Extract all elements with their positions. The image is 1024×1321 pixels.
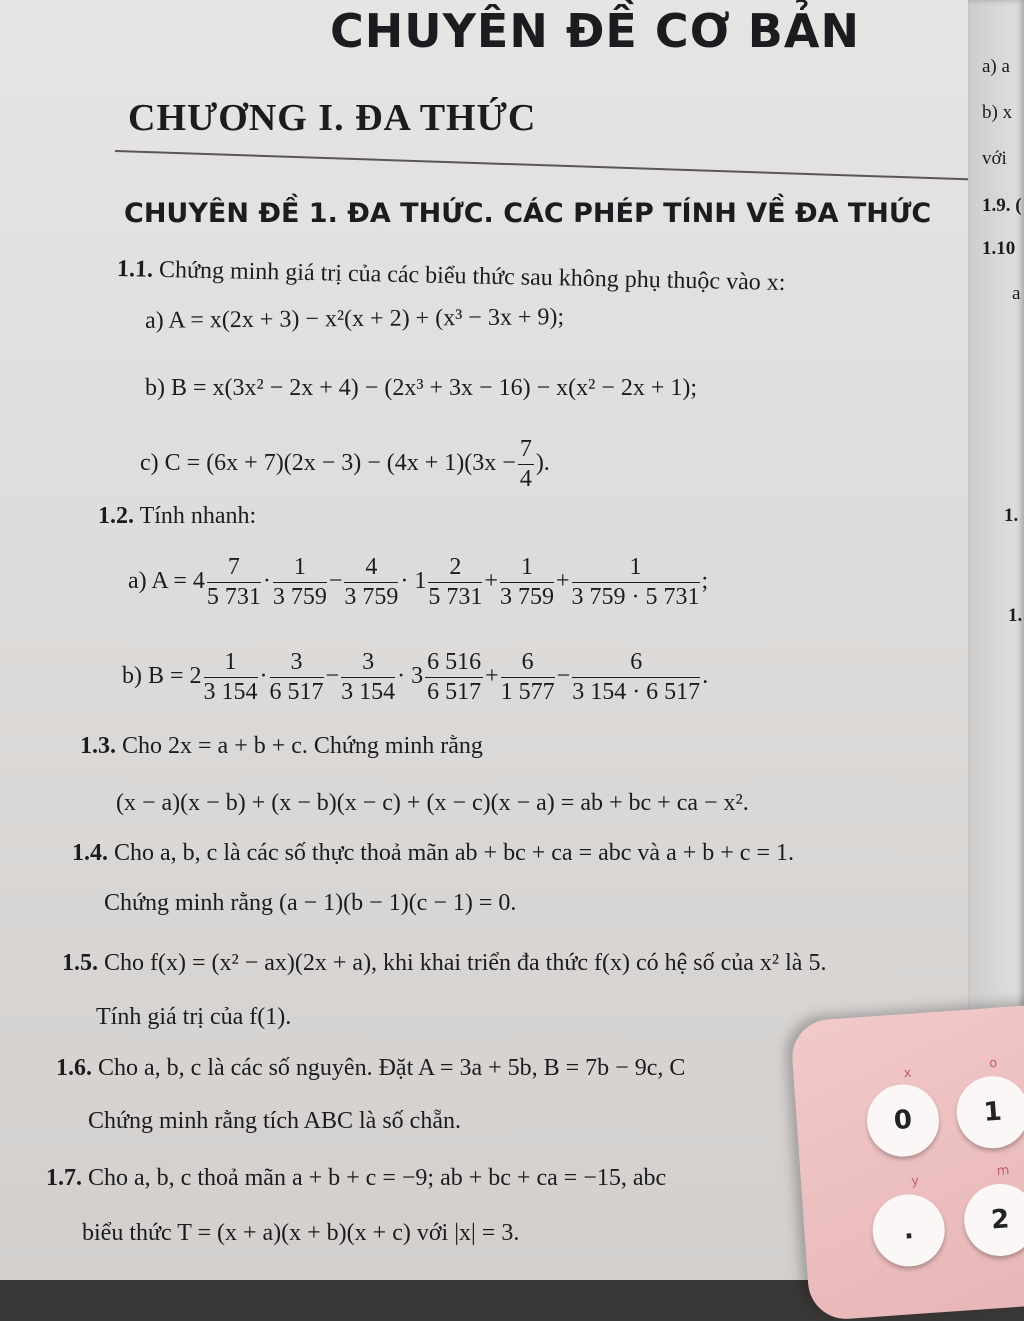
key-label: x [903,1065,912,1082]
problem-1-7 [46,1165,666,1192]
numerator: 6 [572,648,700,678]
denominator: 4 [519,465,532,492]
denominator: 3 154 [341,678,396,705]
denominator: 3 759 [344,583,399,610]
fraction [518,435,534,494]
problem-number: 1.7. [46,1165,82,1191]
expr-text: b) B = 2 [122,662,202,689]
problem-1-4 [72,840,794,867]
numerator: 4 [344,553,398,583]
problem-1-1-b: b) B = x(3x² − 2x + 4) − (2x³ + 3x − 16) − x(x² − 2x + 1); [145,375,698,401]
denominator: 1 577 [500,678,555,705]
denominator: 3 759 [499,583,554,610]
numerator: 1 [204,648,258,678]
topic-title: CHUYÊN ĐỀ 1. ĐA THỨC. CÁC PHÉP TÍNH VỀ ĐA THỨC [124,198,932,229]
problem-1-7-line2: biểu thức T = (x + a)(x + b)(x + c) với |x| = 3. [82,1220,520,1246]
fraction [207,553,261,612]
key-1[interactable]: 1 [954,1074,1024,1151]
problem-1-2-b: b) B = 2 $\frac{1}{3 154}$ · $\frac{3}{6 517}$ − $\frac{3}{3 154}$ · 3 $\frac{6 516}{6 517}$ + $\frac{6}{1 577}$ − $\frac{6}{3 154 \cdot 6 517}$ . [122,649,709,705]
problem-1-5-line2: Tính giá trị của f(1). [96,1004,292,1030]
edge-text: 1.9. ( [982,195,1022,216]
problem-1-1 [117,256,786,297]
numerator: 1 [500,553,554,583]
problem-text: Chứng minh giá trị của các biểu thức sau không phụ thuộc vào x: [158,256,786,296]
denominator: 6 517 [427,678,482,705]
problem-1-1-c [140,435,550,494]
problem-1-5 [62,950,826,977]
numerator: 7 [207,553,261,583]
key-label: o [988,1055,998,1072]
numerator: 1 [273,553,327,583]
problem-1-2 [98,503,256,530]
key-label: y [910,1173,920,1190]
problem-text: Cho a, b, c là các số nguyên. Đặt A = 3a + 5b, B = 7b − 9c, C [98,1055,686,1081]
problem-1-3 [80,733,483,760]
problem-number: 1.3. [80,733,116,759]
problem-1-4-line2: Chứng minh rằng (a − 1)(b − 1)(c − 1) = 0. [104,890,517,916]
fraction [425,648,483,707]
numerator: 3 [341,648,395,678]
fraction [500,553,554,612]
numerator: 3 [270,648,324,678]
expr-text: · 1 [400,567,427,594]
problem-number: 1.1. [116,256,154,283]
expr-text: · 3 [397,662,424,689]
fraction [572,648,700,707]
problem-text: Cho f(x) = (x² − ax)(2x + a), khi khai triển đa thức f(x) có hệ số của x² là 5. [104,950,827,976]
problem-1-6-line2: Chứng minh rằng tích ABC là số chẵn. [88,1108,461,1134]
calculator [790,1003,1024,1321]
problem-1-6 [56,1055,685,1082]
key-label: m [996,1163,1010,1180]
edge-text: 1. [1008,605,1023,626]
problem-1-2-a: a) A = 4 $\frac{7}{5 731}$ · $\frac{1}{3 759}$ − $\frac{4}{3 759}$ · 1 $\frac{2}{5 731}$ + $\frac{1}{3 759}$ + $\frac{1}{3 759 \cdot 5 731}$ ; [128,554,709,610]
problem-text: Cho a, b, c thoả mãn a + b + c = −9; ab + bc + ca = −15, abc [88,1165,667,1191]
fraction [341,648,395,707]
numerator: 2 [428,553,482,583]
problem-text: Cho 2x = a + b + c. Chứng minh rằng [122,733,483,759]
problem-number: 1.4. [72,840,108,866]
fraction [428,553,482,612]
denominator: 3 154 · 6 517 [572,678,701,705]
problem-text: Tính nhanh: [139,503,257,529]
problem-number: 1.5. [62,950,98,976]
edge-text: với [982,148,1007,169]
denominator: 5 731 [428,583,483,610]
fraction [572,553,700,612]
problem-number: 1.6. [56,1055,92,1081]
numerator: 1 [572,553,700,583]
chapter-divider [115,150,975,181]
expr-text: ). [535,449,550,476]
numerator: 6 [501,648,555,678]
edge-text: 1. [1004,505,1019,526]
fraction [204,648,258,707]
edge-text: a [1012,283,1021,304]
key-2[interactable]: 2 [962,1182,1024,1259]
edge-text: a) a [982,56,1010,77]
expr-text: a) A = 4 [128,567,205,594]
numerator: 7 [518,435,534,465]
denominator: 3 154 [203,678,258,705]
numerator: 6 516 [425,648,483,678]
main-title: CHUYÊN ĐỀ CƠ BẢN [330,4,860,58]
problem-number: 1.2. [98,503,134,529]
problem-1-1-a: a) A = x(2x + 3) − x²(x + 2) + (x³ − 3x + 9); [144,304,565,334]
denominator: 3 759 [272,583,327,610]
problem-text: Cho a, b, c là các số thực thoả mãn ab + bc + ca = abc và a + b + c = 1. [114,840,794,866]
fraction [344,553,398,612]
edge-text: b) x [982,102,1013,123]
fraction [273,553,327,612]
denominator: 3 759 · 5 731 [571,583,700,610]
fraction [501,648,555,707]
fraction [270,648,324,707]
key-0[interactable]: 0 [865,1082,942,1159]
edge-text: 1.10 [982,238,1016,259]
chapter-title: CHƯƠNG I. ĐA THỨC [128,97,537,139]
denominator: 6 517 [269,678,324,705]
key-decimal[interactable]: . [870,1192,947,1269]
problem-1-3-formula: (x − a)(x − b) + (x − b)(x − c) + (x − c)(x − a) = ab + bc + ca − x². [116,790,749,816]
expr-text: c) C = (6x + 7)(2x − 3) − (4x + 1)(3x − [140,449,516,476]
denominator: 5 731 [206,583,261,610]
